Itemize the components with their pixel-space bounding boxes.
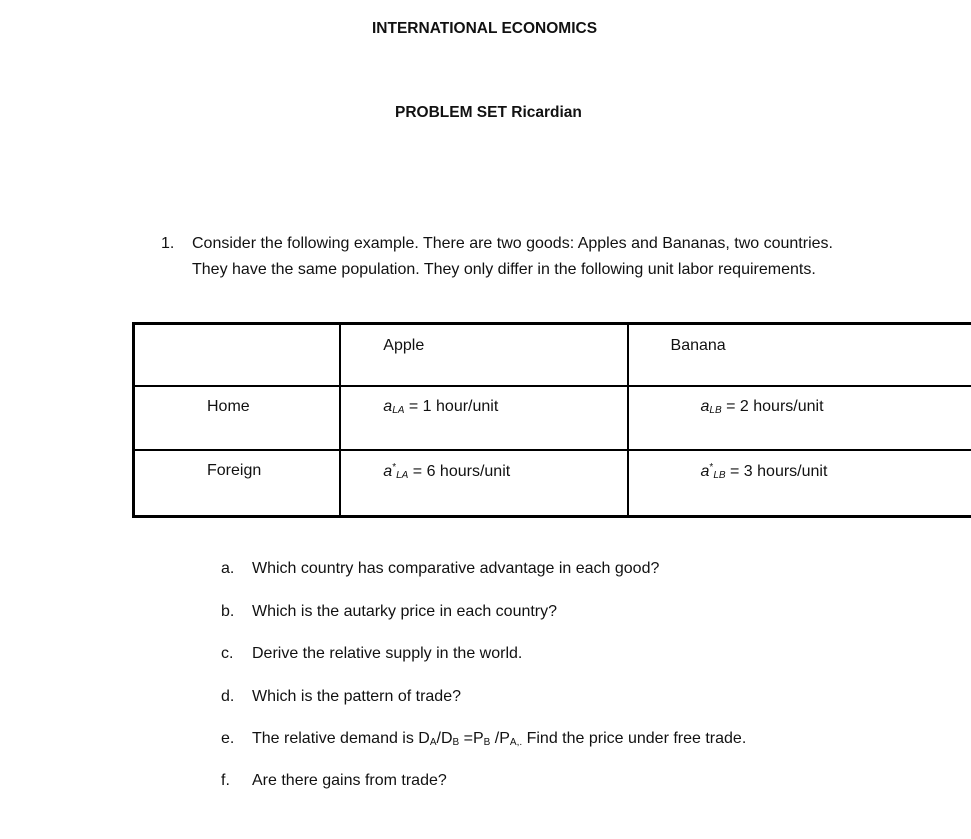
unit-labor-table [132,322,971,518]
header-apple: Apple [383,337,425,354]
problem-set-title: PROBLEM SET Ricardian [395,104,582,121]
subquestion-b: b. Which is the autarky price in each country? [221,603,558,620]
subquestion-e: e. The relative demand is $D_A/D_B =P_B$ $/P_{A,.}$ Find the price under free trade. [221,730,747,748]
table-row [134,386,971,450]
header-banana: Banana [670,337,726,354]
table-cell [628,386,971,450]
country-home: Home [207,398,250,415]
table-header-cell [628,324,971,387]
table-header-cell [340,324,627,387]
foreign-apple-requirement: $a^*_{LA} = 6$ hours/unit [383,462,511,481]
table-cell [134,450,341,517]
subquestion-a: a. Which country has comparative advantage in each good? [221,560,660,577]
table-cell [628,450,971,517]
home-banana-requirement: $a_{LB} = 2$ hours/unit [700,398,824,416]
table-corner-cell [134,324,341,387]
table-cell [340,450,627,517]
question-number: 1. [161,235,175,252]
home-apple-requirement: $a_{LA} = 1$ hour/unit [383,398,499,416]
course-title: INTERNATIONAL ECONOMICS [372,20,598,37]
subquestion-f: f. Are there gains from trade? [221,772,447,789]
table-row [134,450,971,517]
question-text: Consider the following example. There are two goods: Apples and Bananas, two countries. They have the same population. They only differ in the following unit labor requirements. [192,235,833,278]
foreign-banana-requirement: $a^*_{LB} = 3$ hours/unit [700,462,828,481]
table-cell [134,386,341,450]
subquestion-d: d. Which is the pattern of trade? [221,688,461,705]
table-header-row [134,324,971,387]
subquestion-c: c. Derive the relative supply in the world. [221,645,523,662]
country-foreign: Foreign [207,462,262,479]
table-cell [340,386,627,450]
